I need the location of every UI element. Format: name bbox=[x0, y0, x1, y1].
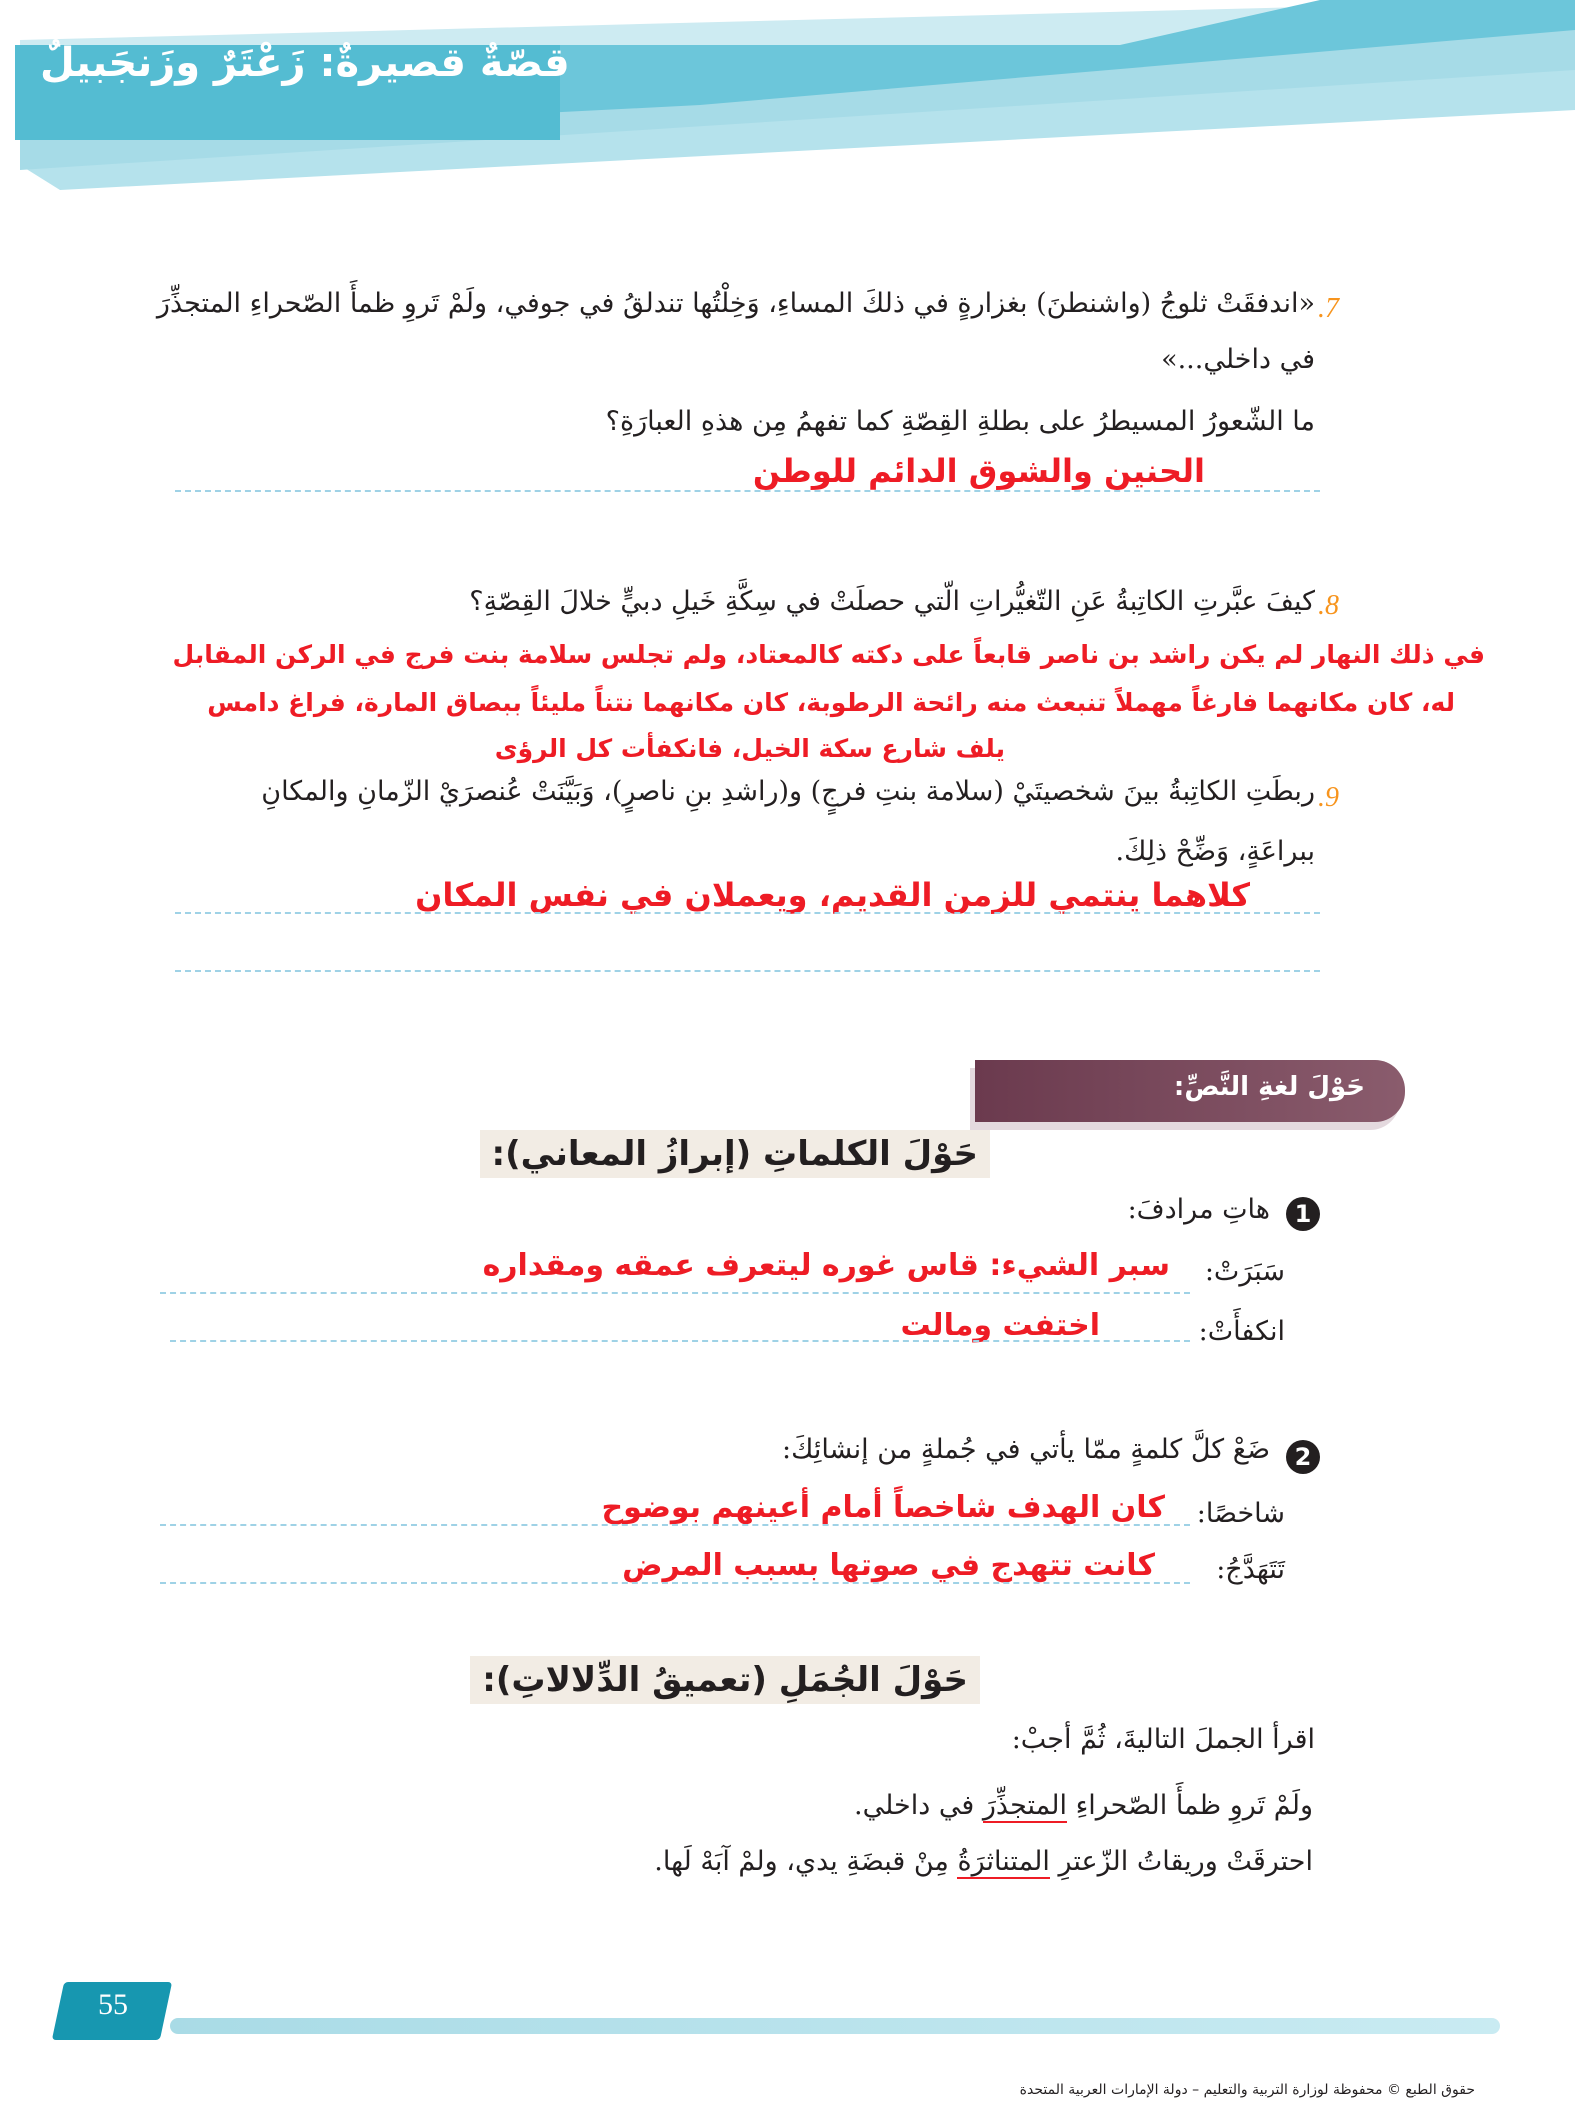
sentences-prompt: اقرأ الجملَ التاليةَ، ثُمَّ أجبْ: bbox=[1011, 1724, 1315, 1755]
exercise-1-prompt: هاتِ مرادفَ: bbox=[1127, 1194, 1270, 1225]
exercise-1-word-1: سَبَرَتْ: bbox=[1204, 1256, 1285, 1287]
question-7-line-1: «اندفقَتْ ثلوجُ (واشنطنَ) بغزارةٍ في ذلكَ المساءِ، وَخِلْتُها تندلقُ في جوفي، ولَمْ تَروِ ظمأَ الصّحراءِ المتجذِّرَ bbox=[156, 288, 1315, 319]
page-number: 55 bbox=[98, 1988, 128, 2021]
header-banner bbox=[0, 0, 1575, 200]
section-tab-title: حَوْلَ لغةِ النَّصِّ: bbox=[1173, 1072, 1365, 1102]
question-9-line-2: ببراعَةٍ، وَضِّحْ ذلِكَ. bbox=[1115, 836, 1315, 867]
sentence-2-underlined: المتناثرَةُ bbox=[957, 1846, 1050, 1877]
sentence-2-after: مِنْ قبضَةِ يدي، ولمْ آبَهْ لَها. bbox=[654, 1846, 958, 1877]
footer-bar bbox=[170, 2018, 1500, 2034]
answer-line bbox=[175, 970, 1320, 972]
sentence-1-underlined: المتجذِّرَ bbox=[982, 1790, 1067, 1821]
exercise-2-answer-1: كان الهدف شاخصاً أمام أعينهم بوضوح bbox=[601, 1490, 1165, 1525]
answer-line bbox=[170, 1340, 1190, 1342]
sentences-heading: حَوْلَ الجُمَلِ (تعميقُ الدِّلالاتِ): bbox=[470, 1656, 980, 1704]
exercise-1-answer-1: سبر الشيء: قاس غوره ليتعرف عمقه ومقداره bbox=[482, 1248, 1170, 1283]
question-7-answer: الحنين والشوق الدائم للوطن bbox=[752, 452, 1205, 490]
question-9-answer: كلاهما ينتمي للزمن القديم، ويعملان في نفس المكان bbox=[415, 876, 1250, 914]
exercise-2-number: 2 bbox=[1286, 1440, 1320, 1474]
copyright-notice: حقوق الطبع © محفوظة لوزارة التربية والتعليم – دولة الإمارات العربية المتحدة bbox=[1019, 2082, 1475, 2098]
answer-line bbox=[160, 1582, 1190, 1584]
exercise-2-answer-2: كانت تتهدج في صوتها بسبب المرض bbox=[622, 1548, 1155, 1583]
sentence-2-before: احترقَتْ وريقاتُ الزّعترِ bbox=[1049, 1846, 1313, 1877]
exercise-1-answer-2: اختفت ومالت bbox=[900, 1308, 1100, 1343]
question-9-number: 9. bbox=[1318, 782, 1339, 813]
question-8-line-1: كيفَ عبَّرتِ الكاتِبةُ عَنِ التّغيُّراتِ الّتي حصلَتْ في سِكَّةِ خَيلِ دبيٍّ خلالَ القِصّةِ؟ bbox=[469, 586, 1315, 617]
exercise-2-prompt: ضَعْ كلَّ كلمةٍ ممّا يأتي في جُملةٍ من إنشائِكَ: bbox=[781, 1434, 1270, 1465]
question-8-number: 8. bbox=[1318, 590, 1339, 621]
question-8-answer-line-3: يلف شارع سكة الخيل، فانكفأت كل الرؤى bbox=[494, 734, 1005, 763]
question-7-line-2: في داخلي...» bbox=[1161, 344, 1315, 375]
answer-line bbox=[160, 1292, 1190, 1294]
page-title: قصّةٌ قصيرةٌ: زَعْتَرٌ وزَنجَبيلٌ bbox=[40, 40, 570, 86]
exercise-1-number: 1 bbox=[1286, 1197, 1320, 1231]
question-8-answer-line-1: في ذلك النهار لم يكن راشد بن ناصر قابعاً على دكته كالمعتاد، ولم تجلس سلامة بنت فرج في الركن المقابل bbox=[172, 640, 1485, 669]
exercise-1-word-2: انكفأَتْ: bbox=[1198, 1316, 1285, 1347]
question-8-answer-line-2: له، كان مكانهما فارغاً مهملاً تنبعث منه رائحة الرطوبة، كان مكانهما نتناً مليئاً ببصاق المارة، فراغ دامس bbox=[207, 688, 1455, 717]
question-9-line-1: ربطَتِ الكاتِبةُ بينَ شخصيتَيْ (سلامة بنتِ فرجٍ) و(راشدِ بنِ ناصرٍ)، وَبَيَّنَتْ عُنصرَيْ الزّمانِ والمكانِ bbox=[261, 776, 1315, 807]
sentence-1-before: ولَمْ تَروِ ظمأَ الصّحراءِ bbox=[1066, 1790, 1313, 1821]
question-7-line-3: ما الشّعورُ المسيطرُ على بطلةِ القِصّةِ كما تفهمُ مِن هذهِ العبارَةِ؟ bbox=[605, 406, 1315, 437]
sentence-1-after: في داخلي. bbox=[854, 1790, 983, 1821]
section-tab bbox=[975, 1060, 1405, 1122]
answer-line bbox=[175, 912, 1320, 914]
sentence-1 bbox=[854, 1790, 1313, 1821]
answer-line bbox=[160, 1524, 1190, 1526]
answer-line bbox=[175, 490, 1320, 492]
sentence-2 bbox=[654, 1846, 1313, 1877]
exercise-2-word-1: شاخصًا: bbox=[1196, 1498, 1285, 1529]
words-heading: حَوْلَ الكلماتِ (إبرازُ المعاني): bbox=[480, 1130, 990, 1178]
question-7-number: 7. bbox=[1318, 293, 1339, 324]
exercise-2-word-2: تَتَهَدَّجُ: bbox=[1216, 1554, 1285, 1585]
